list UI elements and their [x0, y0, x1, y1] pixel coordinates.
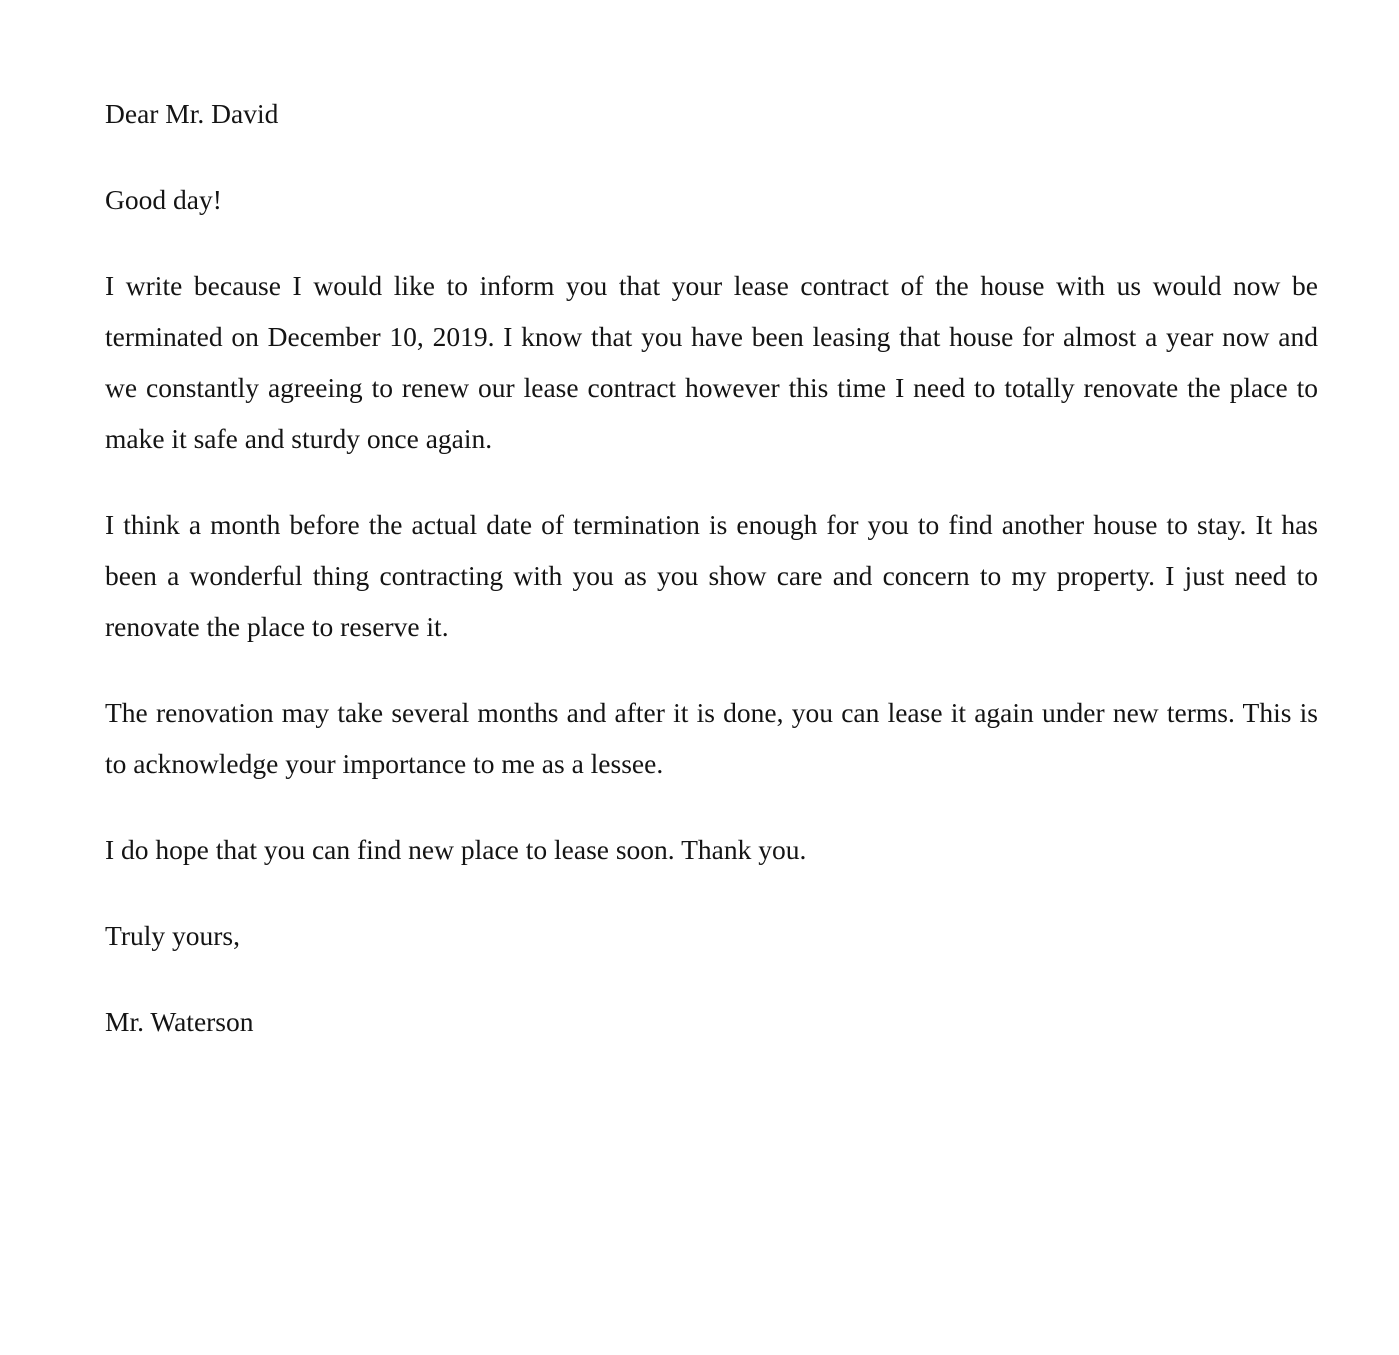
- body-paragraph-4: I do hope that you can find new place to lease soon. Thank you.: [105, 834, 807, 865]
- body-paragraph-1: I write because I would like to inform you that your lease contract of the house with us would now be terminated on December 10, 2019. I know that you have been leasing that house for almost a year now and we constantly agreeing to renew our lease contract however this time I need to totally renovate the place to make it safe and sturdy once again.: [105, 270, 1318, 454]
- letter-body: [105, 88, 1318, 1047]
- body-paragraph-3: The renovation may take several months and after it is done, you can lease it again under new terms. This is to acknowledge your importance to me as a lessee.: [105, 697, 1318, 779]
- salutation-line: Dear Mr. David: [105, 98, 279, 129]
- closing-line: Truly yours,: [105, 920, 240, 951]
- body-paragraph-2: I think a month before the actual date of termination is enough for you to find another house to stay. It has been a wonderful thing contracting with you as you show care and concern to my property. I just need to renovate the place to reserve it.: [105, 509, 1318, 642]
- signature-line: Mr. Waterson: [105, 1006, 254, 1037]
- greeting-line: Good day!: [105, 184, 222, 215]
